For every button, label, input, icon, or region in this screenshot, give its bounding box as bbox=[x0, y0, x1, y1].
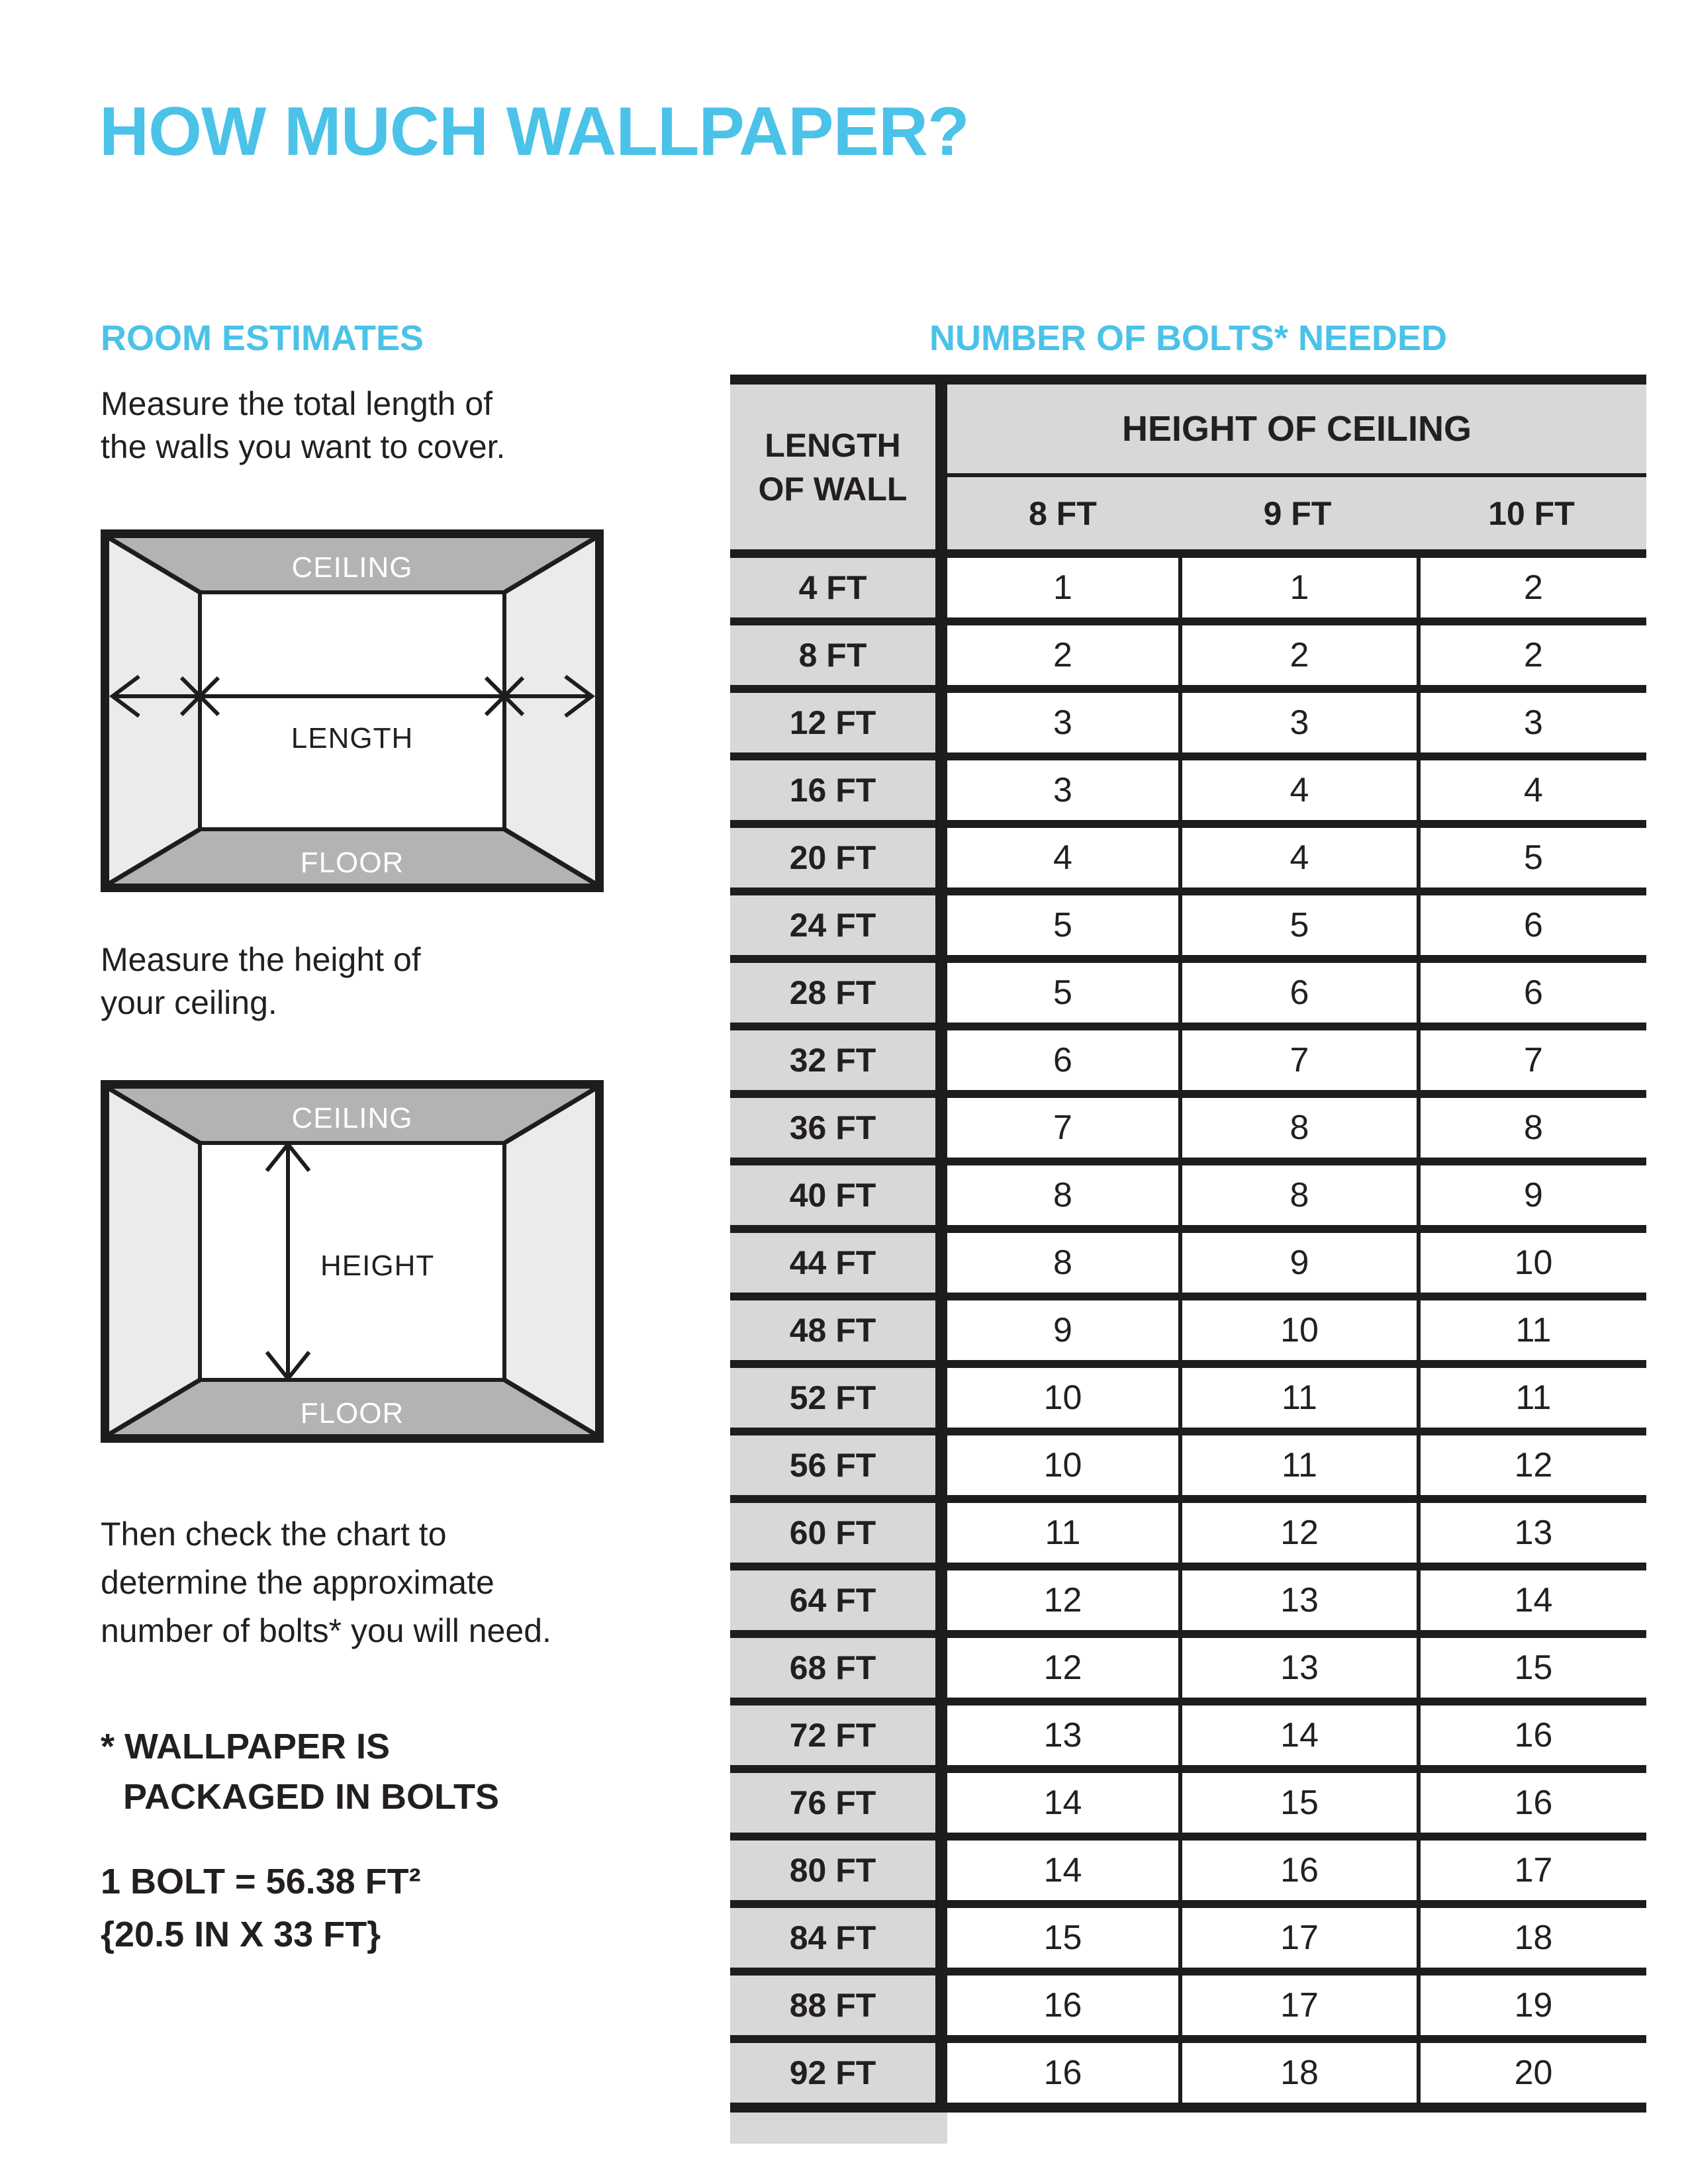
table-cell: 4 bbox=[1417, 760, 1646, 820]
table-cell: 16 bbox=[947, 1976, 1178, 2035]
table-cell: 13 bbox=[947, 1706, 1178, 1765]
table-cell: 9 bbox=[947, 1300, 1178, 1360]
table-cell: 14 bbox=[1178, 1706, 1417, 1765]
table-cell: 7 bbox=[947, 1098, 1178, 1158]
row-border bbox=[730, 1765, 1646, 1773]
ceiling-header-group bbox=[947, 385, 1646, 549]
row-border bbox=[730, 1968, 1646, 1976]
table-cell: 6 bbox=[947, 1030, 1178, 1090]
column-divider bbox=[935, 1503, 947, 1563]
table-cell: 12 bbox=[1417, 1435, 1646, 1495]
row-label: 16 FT bbox=[730, 760, 935, 820]
column-divider bbox=[935, 963, 947, 1023]
column-divider bbox=[935, 895, 947, 955]
table-cell: 14 bbox=[947, 1841, 1178, 1900]
wallpaper-footnote-line1: * WALLPAPER IS bbox=[101, 1727, 391, 1766]
table-cell: 10 bbox=[947, 1435, 1178, 1495]
table-row bbox=[730, 1908, 1646, 1968]
column-divider bbox=[935, 1098, 947, 1158]
row-label: 60 FT bbox=[730, 1503, 935, 1563]
row-border bbox=[730, 1225, 1646, 1233]
table-row bbox=[730, 2043, 1646, 2103]
table-cell: 13 bbox=[1178, 1570, 1417, 1630]
table-row bbox=[730, 625, 1646, 685]
row-border bbox=[730, 1360, 1646, 1368]
right-wall bbox=[504, 1089, 595, 1434]
header-bottom-border bbox=[730, 549, 1646, 558]
table-cell: 11 bbox=[1417, 1368, 1646, 1428]
column-divider bbox=[935, 1165, 947, 1225]
row-border bbox=[730, 887, 1646, 895]
column-divider bbox=[935, 1030, 947, 1090]
table-row bbox=[730, 895, 1646, 955]
row-border bbox=[730, 685, 1646, 693]
page-title: HOW MUCH WALLPAPER? bbox=[99, 93, 969, 170]
table-row bbox=[730, 963, 1646, 1023]
table-cell: 5 bbox=[947, 963, 1178, 1023]
table-cell: 1 bbox=[1178, 558, 1417, 617]
table-row bbox=[730, 1976, 1646, 2035]
column-divider bbox=[935, 1300, 947, 1360]
row-label: 84 FT bbox=[730, 1908, 935, 1968]
row-label: 32 FT bbox=[730, 1030, 935, 1090]
row-border bbox=[730, 1833, 1646, 1841]
column-header-9ft: 9 FT bbox=[1263, 494, 1332, 532]
table-cell: 14 bbox=[1417, 1570, 1646, 1630]
length-of-wall-line2: OF WALL bbox=[758, 470, 908, 508]
table-cell: 3 bbox=[947, 760, 1178, 820]
row-label: 4 FT bbox=[730, 558, 935, 617]
room-length-diagram bbox=[101, 529, 604, 892]
column-divider bbox=[935, 625, 947, 685]
table-cell: 12 bbox=[1178, 1503, 1417, 1563]
row-border bbox=[730, 1495, 1646, 1503]
table-cell: 12 bbox=[947, 1570, 1178, 1630]
column-divider bbox=[935, 1706, 947, 1765]
table-cell: 2 bbox=[947, 625, 1178, 685]
table-cell: 8 bbox=[1178, 1165, 1417, 1225]
back-wall bbox=[200, 592, 504, 829]
row-label: 48 FT bbox=[730, 1300, 935, 1360]
height-of-ceiling-header: HEIGHT OF CEILING bbox=[947, 385, 1646, 473]
table-cell: 11 bbox=[1417, 1300, 1646, 1360]
instruction-height-line2: your ceiling. bbox=[101, 984, 277, 1021]
table-cell: 6 bbox=[1417, 963, 1646, 1023]
row-label: 80 FT bbox=[730, 1841, 935, 1900]
table-cell: 6 bbox=[1178, 963, 1417, 1023]
column-divider bbox=[935, 1976, 947, 2035]
table-cell: 11 bbox=[1178, 1435, 1417, 1495]
table-cell: 11 bbox=[947, 1503, 1178, 1563]
column-divider bbox=[935, 1638, 947, 1698]
row-border bbox=[730, 1293, 1646, 1300]
table-cell: 11 bbox=[1178, 1368, 1417, 1428]
left-wall bbox=[109, 1089, 200, 1434]
column-divider bbox=[935, 558, 947, 617]
column-divider bbox=[935, 1841, 947, 1900]
table-row bbox=[730, 1098, 1646, 1158]
table-row bbox=[730, 558, 1646, 617]
table-row bbox=[730, 1368, 1646, 1428]
table-body bbox=[730, 558, 1646, 2103]
table-row bbox=[730, 1165, 1646, 1225]
row-label: 44 FT bbox=[730, 1233, 935, 1293]
instruction-chart-line3: number of bolts* you will need. bbox=[101, 1612, 551, 1649]
column-divider bbox=[935, 1368, 947, 1428]
row-label: 56 FT bbox=[730, 1435, 935, 1495]
table-cell: 8 bbox=[1417, 1098, 1646, 1158]
column-divider bbox=[935, 2043, 947, 2103]
column-divider bbox=[935, 828, 947, 887]
instruction-length-line1: Measure the total length of bbox=[101, 385, 493, 422]
table-cell: 18 bbox=[1178, 2043, 1417, 2103]
table-cell: 10 bbox=[1417, 1233, 1646, 1293]
bolt-size-line2: {20.5 IN X 33 FT} bbox=[101, 1915, 381, 1954]
ceiling-label: CEILING bbox=[291, 551, 413, 584]
column-divider bbox=[935, 385, 947, 549]
row-label: 40 FT bbox=[730, 1165, 935, 1225]
table-cell: 15 bbox=[1417, 1638, 1646, 1698]
row-border bbox=[730, 2035, 1646, 2043]
room-estimates-heading: ROOM ESTIMATES bbox=[101, 318, 424, 358]
table-cell: 9 bbox=[1417, 1165, 1646, 1225]
instruction-chart-line2: determine the approximate bbox=[101, 1564, 494, 1601]
table-row bbox=[730, 693, 1646, 752]
column-divider bbox=[935, 760, 947, 820]
instruction-length bbox=[101, 383, 505, 469]
row-label: 28 FT bbox=[730, 963, 935, 1023]
row-border bbox=[730, 752, 1646, 760]
table-cell: 12 bbox=[947, 1638, 1178, 1698]
table-cell: 5 bbox=[1417, 828, 1646, 887]
table-row bbox=[730, 1300, 1646, 1360]
row-border bbox=[730, 820, 1646, 828]
table-cell: 4 bbox=[1178, 828, 1417, 887]
column-divider bbox=[935, 693, 947, 752]
row-border bbox=[730, 1428, 1646, 1435]
bolts-needed-heading: NUMBER OF BOLTS* NEEDED bbox=[929, 318, 1448, 358]
length-of-wall-header bbox=[730, 385, 935, 549]
ceiling-label: CEILING bbox=[291, 1102, 413, 1134]
table-cell: 3 bbox=[1417, 693, 1646, 752]
column-divider bbox=[935, 1233, 947, 1293]
row-border bbox=[730, 1563, 1646, 1570]
gray-column-extension bbox=[730, 2113, 947, 2144]
row-label: 76 FT bbox=[730, 1773, 935, 1833]
table-cell: 1 bbox=[947, 558, 1178, 617]
table-row bbox=[730, 1030, 1646, 1090]
ceiling-subheaders bbox=[947, 477, 1646, 549]
row-border bbox=[730, 1900, 1646, 1908]
table-row bbox=[730, 1638, 1646, 1698]
table-cell: 7 bbox=[1417, 1030, 1646, 1090]
row-border bbox=[730, 1158, 1646, 1165]
table-row bbox=[730, 1233, 1646, 1293]
table-row bbox=[730, 1570, 1646, 1630]
row-label: 12 FT bbox=[730, 693, 935, 752]
table-cell: 10 bbox=[947, 1368, 1178, 1428]
row-border bbox=[730, 1630, 1646, 1638]
height-label: HEIGHT bbox=[320, 1250, 435, 1282]
table-cell: 17 bbox=[1178, 1908, 1417, 1968]
table-cell: 13 bbox=[1178, 1638, 1417, 1698]
table-cell: 8 bbox=[947, 1233, 1178, 1293]
bolts-table bbox=[730, 375, 1646, 2144]
instruction-height-line1: Measure the height of bbox=[101, 941, 421, 978]
table-cell: 8 bbox=[1178, 1098, 1417, 1158]
table-header bbox=[730, 385, 1646, 549]
table-cell: 3 bbox=[947, 693, 1178, 752]
table-cell: 14 bbox=[947, 1773, 1178, 1833]
table-row bbox=[730, 1435, 1646, 1495]
table-cell: 8 bbox=[947, 1165, 1178, 1225]
row-label: 68 FT bbox=[730, 1638, 935, 1698]
table-row bbox=[730, 760, 1646, 820]
row-border bbox=[730, 1023, 1646, 1030]
table-cell: 4 bbox=[1178, 760, 1417, 820]
instruction-height bbox=[101, 938, 421, 1024]
table-cell: 5 bbox=[947, 895, 1178, 955]
table-cell: 15 bbox=[947, 1908, 1178, 1968]
table-cell: 3 bbox=[1178, 693, 1417, 752]
table-cell: 16 bbox=[1417, 1706, 1646, 1765]
row-label: 8 FT bbox=[730, 625, 935, 685]
table-cell: 2 bbox=[1417, 625, 1646, 685]
row-border bbox=[730, 1090, 1646, 1098]
table-top-border bbox=[730, 375, 1646, 385]
row-label: 52 FT bbox=[730, 1368, 935, 1428]
column-divider bbox=[935, 1435, 947, 1495]
table-row bbox=[730, 1773, 1646, 1833]
row-border bbox=[730, 1698, 1646, 1706]
length-of-wall-line1: LENGTH bbox=[765, 426, 901, 464]
table-cell: 9 bbox=[1178, 1233, 1417, 1293]
table-row bbox=[730, 1841, 1646, 1900]
row-border bbox=[730, 617, 1646, 625]
column-divider bbox=[935, 1773, 947, 1833]
table-row bbox=[730, 828, 1646, 887]
table-cell: 2 bbox=[1178, 625, 1417, 685]
row-label: 72 FT bbox=[730, 1706, 935, 1765]
table-cell: 10 bbox=[1178, 1300, 1417, 1360]
table-cell: 17 bbox=[1178, 1976, 1417, 2035]
table-cell: 6 bbox=[1417, 895, 1646, 955]
table-cell: 16 bbox=[947, 2043, 1178, 2103]
row-label: 36 FT bbox=[730, 1098, 935, 1158]
instruction-length-line2: the walls you want to cover. bbox=[101, 428, 506, 465]
instruction-chart bbox=[101, 1510, 551, 1655]
column-header-8ft: 8 FT bbox=[1029, 494, 1097, 532]
table-cell: 13 bbox=[1417, 1503, 1646, 1563]
wallpaper-footnote-line2: PACKAGED IN BOLTS bbox=[123, 1777, 500, 1817]
table-cell: 20 bbox=[1417, 2043, 1646, 2103]
table-cell: 16 bbox=[1417, 1773, 1646, 1833]
table-cell: 17 bbox=[1417, 1841, 1646, 1900]
row-label: 92 FT bbox=[730, 2043, 935, 2103]
table-cell: 2 bbox=[1417, 558, 1646, 617]
table-row bbox=[730, 1503, 1646, 1563]
bolt-size-line1: 1 BOLT = 56.38 FT² bbox=[101, 1862, 421, 1901]
table-cell: 4 bbox=[947, 828, 1178, 887]
row-label: 20 FT bbox=[730, 828, 935, 887]
table-cell: 19 bbox=[1417, 1976, 1646, 2035]
table-bottom-border bbox=[730, 2103, 1646, 2113]
instruction-chart-line1: Then check the chart to bbox=[101, 1516, 447, 1553]
floor-label: FLOOR bbox=[300, 1397, 404, 1430]
length-label: LENGTH bbox=[291, 722, 414, 754]
room-height-diagram bbox=[101, 1080, 604, 1443]
column-divider bbox=[935, 1570, 947, 1630]
row-border bbox=[730, 955, 1646, 963]
row-label: 88 FT bbox=[730, 1976, 935, 2035]
floor-label: FLOOR bbox=[300, 846, 404, 879]
row-label: 24 FT bbox=[730, 895, 935, 955]
table-row bbox=[730, 1706, 1646, 1765]
table-cell: 16 bbox=[1178, 1841, 1417, 1900]
column-header-10ft: 10 FT bbox=[1488, 494, 1575, 532]
column-divider bbox=[935, 1908, 947, 1968]
table-cell: 7 bbox=[1178, 1030, 1417, 1090]
table-cell: 5 bbox=[1178, 895, 1417, 955]
table-cell: 18 bbox=[1417, 1908, 1646, 1968]
row-label: 64 FT bbox=[730, 1570, 935, 1630]
table-cell: 15 bbox=[1178, 1773, 1417, 1833]
